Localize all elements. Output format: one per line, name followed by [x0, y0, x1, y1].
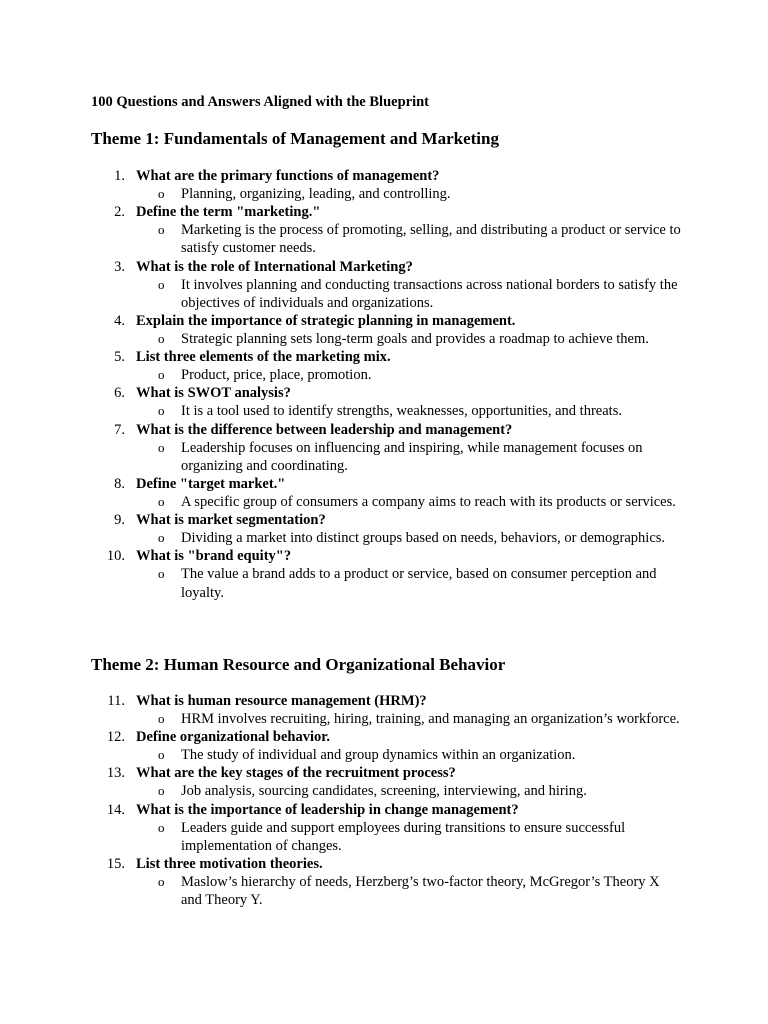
question-item	[0, 475, 768, 493]
question-text: What is the difference between leadership and management?	[136, 421, 513, 438]
answer-text: Planning, organizing, leading, and controlling.	[181, 186, 451, 202]
answer-item	[0, 402, 768, 420]
answer-item	[0, 873, 768, 909]
question-text: What is SWOT analysis?	[136, 385, 291, 402]
question-number: 10.	[106, 548, 125, 565]
question-item	[0, 511, 768, 529]
answer-text: The value a brand adds to a product or service, based on consumer perception and loyalty.	[181, 566, 657, 601]
question-item	[0, 801, 768, 819]
answer-item	[0, 330, 768, 348]
question-text: What is human resource management (HRM)?	[136, 693, 427, 709]
answer-text: Product, price, place, promotion.	[181, 367, 372, 384]
document-title: 100 Questions and Answers Aligned with the Blueprint	[91, 94, 429, 110]
bullet-marker: o	[158, 819, 165, 835]
theme-2-question-list	[0, 692, 768, 909]
answer-text: A specific group of consumers a company aims to reach with its products or services.	[181, 494, 676, 511]
bullet-marker: o	[158, 874, 165, 890]
answer-text: The study of individual and group dynamics within an organization.	[181, 747, 576, 764]
question-number: 14.	[106, 801, 125, 818]
question-item	[0, 258, 768, 276]
question-text: List three motivation theories.	[136, 856, 323, 873]
question-item	[0, 547, 768, 565]
question-number: 2.	[114, 204, 125, 221]
theme-1-heading: Theme 1: Fundamentals of Management and Marketing	[91, 129, 499, 148]
question-number: 4.	[114, 313, 125, 330]
bullet-marker: o	[158, 439, 165, 455]
question-item	[0, 203, 768, 221]
bullet-marker: o	[158, 711, 165, 726]
answer-item	[0, 746, 768, 764]
bullet-marker: o	[158, 403, 165, 419]
answer-text: It is a tool used to identify strengths, weaknesses, opportunities, and threats.	[181, 403, 622, 420]
question-item	[0, 421, 768, 439]
answer-item	[0, 276, 768, 312]
question-number: 13.	[106, 765, 125, 782]
answer-text: Job analysis, sourcing candidates, screening, interviewing, and hiring.	[181, 783, 587, 800]
question-text: What is the role of International Marketing?	[136, 258, 413, 275]
bullet-marker: o	[158, 566, 165, 582]
question-number: 11.	[107, 693, 125, 709]
question-number: 5.	[114, 349, 125, 366]
answer-text: Marketing is the process of promoting, selling, and distributing a product or service to satisfy customer needs.	[181, 222, 681, 257]
question-number: 12.	[106, 729, 125, 746]
answer-text: Leadership focuses on influencing and inspiring, while management focuses on organizing and coordinating.	[181, 439, 643, 474]
answer-text: It involves planning and conducting transactions across national borders to satisfy the objectives of individuals and organizations.	[181, 276, 678, 311]
question-text: What are the key stages of the recruitment process?	[136, 765, 456, 782]
question-item	[0, 855, 768, 873]
answer-item	[0, 185, 768, 203]
bullet-marker: o	[158, 367, 165, 383]
question-number: 9.	[114, 512, 125, 529]
question-text: Define organizational behavior.	[136, 729, 331, 746]
bullet-marker: o	[158, 783, 165, 799]
question-item	[0, 348, 768, 366]
answer-text: Maslow’s hierarchy of needs, Herzberg’s two-factor theory, McGregor’s Theory X and Theory Y.	[181, 874, 660, 909]
question-text: List three elements of the marketing mix.	[136, 349, 391, 366]
answer-text: Strategic planning sets long-term goals and provides a roadmap to achieve them.	[181, 331, 649, 348]
theme-1-question-list	[0, 167, 768, 602]
question-item	[0, 728, 768, 746]
answer-item	[0, 221, 768, 257]
question-text: What is "brand equity"?	[136, 548, 292, 565]
question-number: 6.	[114, 385, 125, 402]
question-text: What are the primary functions of management?	[136, 168, 440, 184]
question-number: 15.	[106, 856, 125, 873]
answer-item	[0, 819, 768, 855]
question-number: 3.	[114, 258, 125, 275]
question-item	[0, 312, 768, 330]
question-number: 7.	[114, 421, 125, 438]
answer-item	[0, 782, 768, 800]
question-text: What is market segmentation?	[136, 512, 326, 529]
answer-item	[0, 366, 768, 384]
question-text: Define "target market."	[136, 476, 286, 493]
answer-item	[0, 439, 768, 475]
question-number: 8.	[114, 476, 125, 493]
theme-2-heading: Theme 2: Human Resource and Organizational Behavior	[91, 655, 506, 674]
answer-text: HRM involves recruiting, hiring, training, and managing an organization’s workforce.	[181, 711, 680, 727]
bullet-marker: o	[158, 747, 165, 763]
question-item	[0, 384, 768, 402]
answer-item	[0, 710, 768, 728]
question-text: Explain the importance of strategic planning in management.	[136, 313, 516, 330]
answer-item	[0, 493, 768, 511]
bullet-marker: o	[158, 186, 165, 201]
question-item	[0, 764, 768, 782]
question-item	[0, 167, 768, 185]
answer-item	[0, 565, 768, 601]
answer-item	[0, 529, 768, 547]
question-item	[0, 692, 768, 710]
question-number: 1.	[114, 168, 125, 184]
answer-text: Leaders guide and support employees during transitions to ensure successful implementation of changes.	[181, 819, 626, 854]
question-text: What is the importance of leadership in change management?	[136, 801, 519, 818]
bullet-marker: o	[158, 530, 165, 546]
bullet-marker: o	[158, 222, 165, 238]
answer-text: Dividing a market into distinct groups based on needs, behaviors, or demographics.	[181, 530, 666, 547]
question-text: Define the term "marketing."	[136, 204, 321, 221]
bullet-marker: o	[158, 331, 165, 347]
bullet-marker: o	[158, 494, 165, 510]
bullet-marker: o	[158, 276, 165, 292]
